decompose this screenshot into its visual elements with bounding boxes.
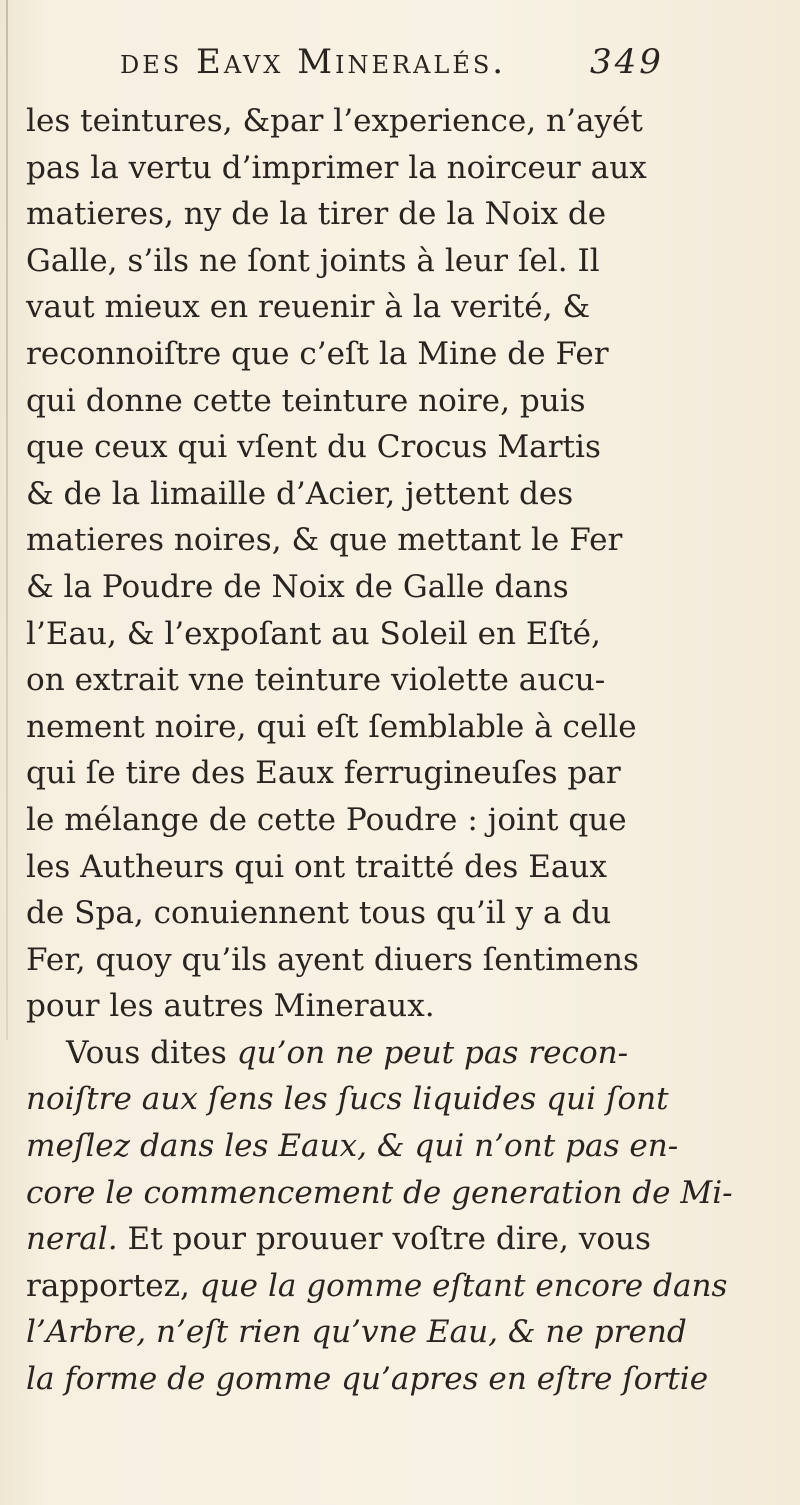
body-text [26, 98, 786, 1403]
text-segment: matieres, ny de la tirer de la Noix de [26, 196, 607, 233]
text-line [26, 1170, 786, 1217]
text-segment: Et pour prouuer voſtre dire, vous [117, 1221, 651, 1258]
text-line [26, 1263, 786, 1310]
text-line [26, 331, 786, 378]
text-line [26, 983, 786, 1030]
text-line [26, 1216, 786, 1263]
text-segment: & la Poudre de Noix de Galle dans [26, 568, 569, 605]
text-segment: le mélange de cette Poudre : joint que [26, 801, 627, 838]
text-line [26, 471, 786, 518]
text-line [26, 517, 786, 564]
page-gutter-edge [6, 0, 8, 1040]
italic-text-segment: l’Arbre, n’eſt rien qu’vne Eau, & ne prend [26, 1314, 687, 1351]
text-line [26, 611, 786, 658]
text-line [26, 1309, 786, 1356]
text-line [26, 657, 786, 704]
text-line [26, 844, 786, 891]
text-line [26, 98, 786, 145]
text-line [26, 378, 786, 425]
text-segment: l’Eau, & l’expoſant au Soleil en Eſté, [26, 615, 601, 652]
page-number: 349 [590, 42, 664, 82]
italic-text-segment: qu’on ne peut pas recon- [236, 1034, 629, 1071]
text-line [26, 191, 786, 238]
text-segment: nement noire, qui eſt ſemblable à celle [26, 708, 637, 745]
italic-text-segment: neral. [26, 1221, 118, 1258]
text-line [26, 1076, 786, 1123]
italic-text-segment: meſlez dans les Eaux, & qui n’ont pas en- [26, 1128, 679, 1165]
page-header [120, 42, 680, 92]
text-segment: Fer, quoy qu’ils ayent diuers ſentimens [26, 941, 639, 978]
text-segment: pas la vertu d’imprimer la noirceur aux [26, 149, 647, 186]
italic-text-segment: noiſtre aux ſens les ſucs liquides qui ſont [26, 1081, 669, 1118]
text-line [26, 890, 786, 937]
text-line [26, 750, 786, 797]
text-segment: les Autheurs qui ont traitté des Eaux [26, 848, 607, 885]
text-segment: & de la limaille d’Acier, jettent des [26, 475, 574, 512]
text-segment: les teintures, &par l’experience, n’ayét [26, 103, 643, 139]
text-segment: pour les autres Mineraux. [26, 988, 435, 1025]
text-line [26, 1030, 786, 1077]
text-line [26, 238, 786, 285]
text-segment: que ceux qui vſent du Crocus Martis [26, 429, 601, 466]
text-line [26, 1356, 786, 1403]
text-line [26, 424, 786, 471]
text-segment: Galle, s’ils ne ſont joints à leur ſel. Il [26, 242, 600, 279]
text-segment: qui ſe tire des Eaux ferrugineuſes par [26, 755, 621, 792]
text-segment: de Spa, conuiennent tous qu’il y a du [26, 895, 612, 932]
text-segment: vaut mieux en reuenir à la verité, & [26, 289, 591, 326]
text-line [26, 797, 786, 844]
text-line [26, 704, 786, 751]
italic-text-segment: core le commencement de generation de Mi- [26, 1174, 733, 1211]
text-segment: reconnoiſtre que c’eſt la Mine de Fer [26, 335, 609, 372]
running-title: des Eavx Mineralés. [120, 42, 507, 82]
text-line [26, 284, 786, 331]
text-segment: rapportez, [26, 1267, 200, 1304]
text-segment: on extrait vne teinture violette aucu- [26, 662, 606, 699]
text-segment: matieres noires, & que mettant le Fer [26, 522, 623, 559]
text-line [26, 564, 786, 611]
text-segment: Vous dites [66, 1034, 237, 1071]
text-line [26, 937, 786, 984]
text-line [26, 145, 786, 192]
italic-text-segment: que la gomme eſtant encore dans [199, 1267, 728, 1304]
italic-text-segment: la forme de gomme qu’apres en eſtre ſortie [26, 1361, 709, 1398]
text-segment: qui donne cette teinture noire, puis [26, 382, 586, 419]
text-line [26, 1123, 786, 1170]
